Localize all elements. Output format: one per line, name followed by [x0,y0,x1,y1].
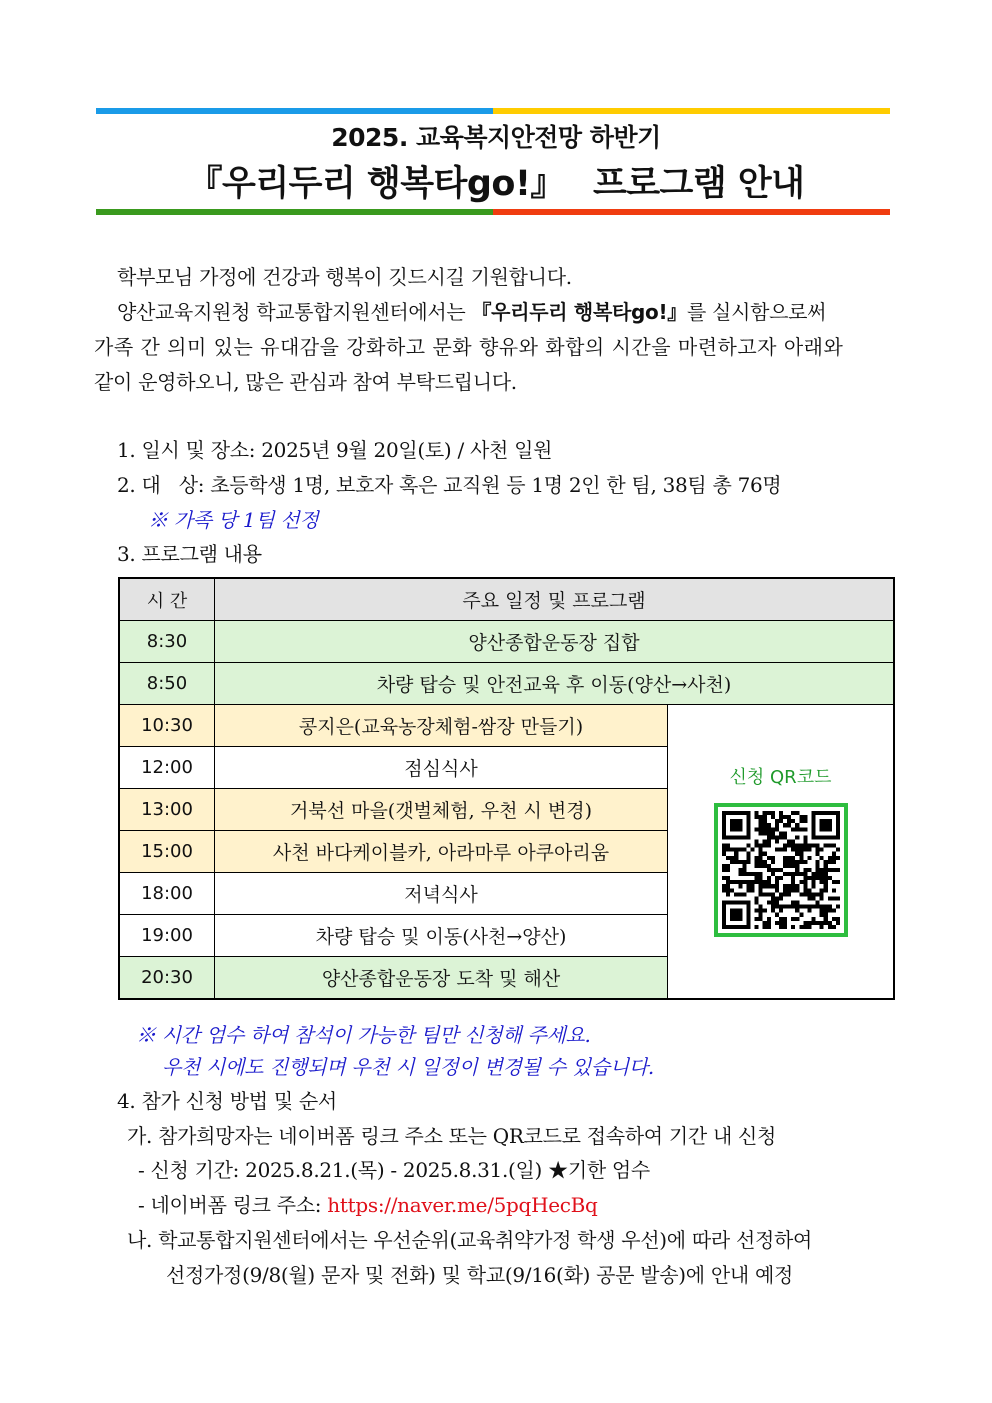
table-row [119,621,894,663]
row-time: 20:30 [119,957,215,1000]
table-row [119,705,894,747]
apply-title: 4. 참가 신청 방법 및 순서 [117,1089,337,1113]
row-program: 저녁식사 [215,873,668,915]
table-row [119,663,894,705]
row-program: 양산종합운동장 집합 [215,621,895,663]
apply-a: 가. 참가희망자는 네이버폼 링크 주소 또는 QR코드로 접속하여 기간 내 신청 [127,1124,777,1148]
intro-line2-pre: 양산교육지원청 학교통합지원센터에서는 [117,300,472,324]
row-program: 차량 탑승 및 안전교육 후 이동(양산→사천) [215,663,895,705]
top-bar-yellow [493,108,890,114]
title-line2 [0,156,992,206]
schedule-note-1: ※ 시간 엄수 하여 참석이 가능한 팀만 신청해 주세요. [136,1023,591,1047]
row-time: 19:00 [119,915,215,957]
row-time: 8:50 [119,663,215,705]
title-program: 『우리두리 행복타go!』 [187,164,565,204]
qr-label: 신청 QR코드 [729,767,832,788]
title-line1: 2025. 교육복지안전망 하반기 [331,123,661,152]
qr-code-image[interactable] [714,803,848,937]
row-program: 양산종합운동장 도착 및 해산 [215,957,668,1000]
title-suffix: 프로그램 안내 [592,164,805,204]
top-bar-blue [96,108,493,114]
apply-link-line [138,1189,598,1218]
header-time: 시 간 [119,578,215,621]
apply-b2: 선정가정(9/8(월) 문자 및 전화) 및 학교(9/16(화) 공문 발송)에 안내 예정 [166,1263,793,1287]
intro-line1: 학부모님 가정에 건강과 행복이 깃드시길 기원합니다. [117,265,572,289]
naver-form-link[interactable]: https://naver.me/5pqHecBq [327,1193,598,1217]
schedule-table [118,577,895,1000]
bottom-bar-green [96,209,493,215]
row-time: 18:00 [119,873,215,915]
intro-line2 [117,296,897,325]
qr-code-icon [722,811,840,929]
item-1: 1. 일시 및 장소: 2025년 9월 20일(토) / 사천 일원 [117,438,553,462]
item-2: 2. 대 상: 초등학생 1명, 보호자 혹은 교직원 등 1명 2인 한 팀, 38팀 총 76명 [117,473,782,497]
qr-cell [668,705,895,1000]
row-program: 콩지은(교육농장체험-쌈장 만들기) [215,705,668,747]
link-label: - 네이버폼 링크 주소: [138,1193,328,1217]
apply-b1: 나. 학교통합지원센터에서는 우선순위(교육취약가정 학생 우선)에 따라 선정하여 [127,1228,813,1252]
intro-program-name: 『우리두리 행복타go!』 [471,300,687,324]
row-program: 거북선 마을(갯벌체험, 우천 시 변경) [215,789,668,831]
item-3: 3. 프로그램 내용 [117,542,262,566]
intro-line4: 같이 운영하오니, 많은 관심과 참여 부탁드립니다. [94,370,517,394]
apply-period: - 신청 기간: 2025.8.21.(목) - 2025.8.31.(일) ★기한 엄수 [138,1158,650,1182]
row-time: 15:00 [119,831,215,873]
row-time: 8:30 [119,621,215,663]
row-time: 12:00 [119,747,215,789]
header-program: 주요 일정 및 프로그램 [215,578,895,621]
intro-line2-post: 를 실시함으로써 [686,300,827,324]
row-program: 사천 바다케이블카, 아라마루 아쿠아리움 [215,831,668,873]
item-2-note: ※ 가족 당 1팀 선정 [148,508,319,532]
schedule-note-2: 우천 시에도 진행되며 우천 시 일정이 변경될 수 있습니다. [162,1055,654,1079]
intro-line3: 가족 간 의미 있는 유대감을 강화하고 문화 향유와 화합의 시간을 마련하고자 아래와 [94,335,844,359]
table-header-row [119,578,894,621]
row-program: 점심식사 [215,747,668,789]
row-time: 13:00 [119,789,215,831]
row-time: 10:30 [119,705,215,747]
row-program: 차량 탑승 및 이동(사천→양산) [215,915,668,957]
bottom-bar-red [493,209,890,215]
